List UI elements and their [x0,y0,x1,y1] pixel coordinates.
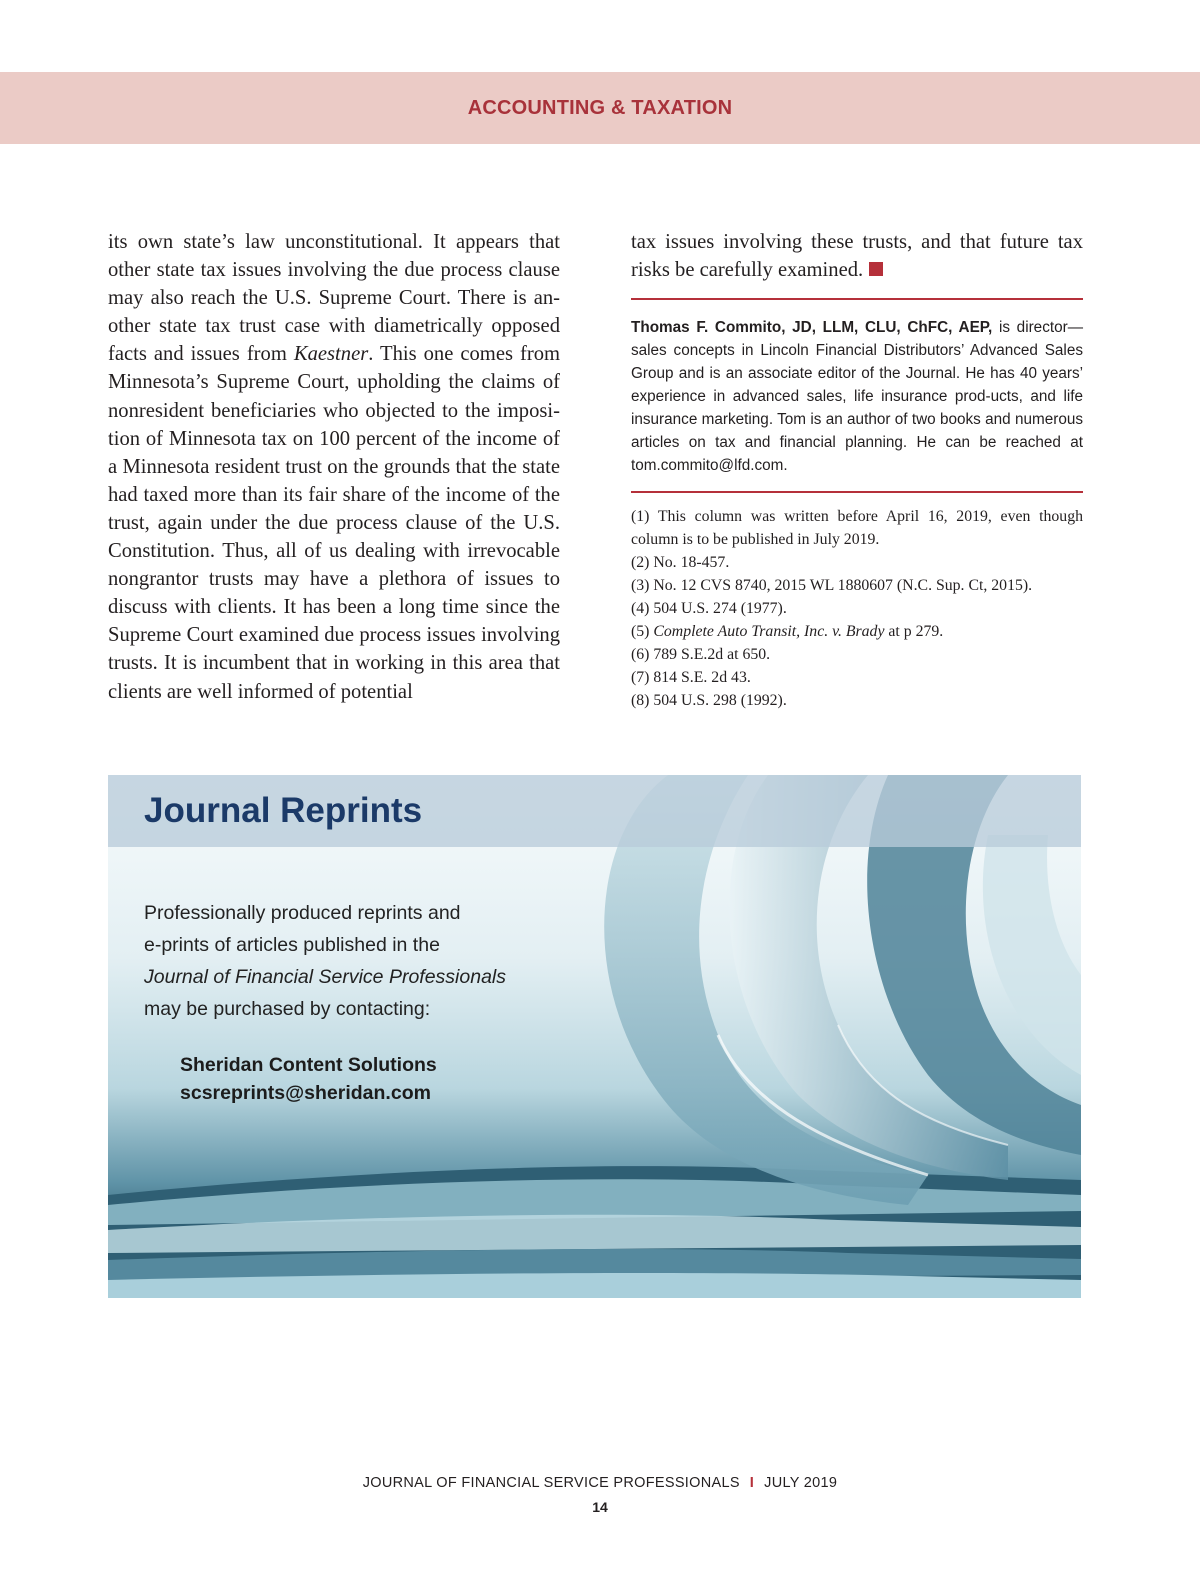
author-bio-text: is director—sales concepts in Lincoln Financial Distributors’ Advanced Sales Group and is an associate editor of the Journal. He has 40 years’ experience in advanced sales, life insurance prod-ucts, and life insurance marketing. Tom is an author of two books and numerous articles on tax and financial planning. He can be reached at tom.commito@lfd.com. [631,319,1083,475]
promo-title: Journal Reprints [144,791,423,830]
endnote: (2) No. 18-457. [631,554,730,572]
article-right-column [631,228,1083,712]
text-line: tax issues involving these trusts, and that future tax [631,231,1083,253]
footer-separator: I [749,1475,755,1491]
text-line: the U.S. Constitution. Thus, all of us dealing with [108,511,560,563]
text-line: of a Minnesota resident trust on the grounds that the [108,427,560,478]
text-line: other state tax issues involving the due process clause [108,259,560,282]
text-line: since the Supreme Court examined due process issues [108,596,560,647]
divider-rule [631,298,1083,300]
text-line: issues to discuss with clients. It has been a long time [108,568,560,619]
text-line: nonresident beneficiaries who objected to the imposi- [108,399,560,422]
endnote: (3) No. 12 CVS 8740, 2015 WL 1880607 (N.C. Sup. Ct, 2015). [631,577,1033,595]
case-name-kaestner: Kaestner [293,343,369,366]
endnote-text: at p 279. [884,623,944,641]
endnotes [631,505,1083,712]
endnote [631,620,1083,643]
endnote: (8) 504 U.S. 298 (1992). [631,692,787,710]
contact-email[interactable]: scsreprints@sheridan.com [180,1082,431,1104]
footer-journal-name: JOURNAL OF FINANCIAL SERVICE PROFESSIONALS [362,1475,740,1491]
text-line: other state tax trust case with diametrically opposed [108,315,560,338]
section-header-band [0,72,1200,144]
text-line: of the trust, again under the due process clause of [108,483,560,534]
text-line: this area that clients are well informed of potential [108,652,560,703]
text-line: state had taxed more than its fair share of the income [108,455,560,506]
endnote-number: (5) [631,623,654,641]
divider-rule [631,491,1083,493]
text-line: risks be carefully examined. [631,259,864,282]
page-number: 14 [592,1499,608,1515]
text-line: may also reach the U.S. Supreme Court. There is an- [108,287,560,310]
endnote: (4) 504 U.S. 274 (1977). [631,600,787,618]
page-footer [0,1475,1200,1491]
author-name: Thomas F. Commito, JD, LLM, CLU, ChFC, AEP, [631,319,993,337]
article-left-column [108,228,560,706]
section-title: ACCOUNTING & TAXATION [467,96,733,119]
journal-reprints-ad [108,775,1081,1298]
promo-line: e-prints of articles published in the [144,934,440,956]
text-line: its own state’s law unconstitutional. It appears that [108,231,560,253]
endnote: (7) 814 S.E. 2d 43. [631,669,751,687]
endnote: (6) 789 S.E.2d at 650. [631,646,771,664]
endnote-case-name: Complete Auto Transit, Inc. v. Brady [653,623,885,641]
endnote: (1) This column was written before April 16, 2019, even though column is to be published in July 2019. [631,508,1083,549]
text-line: facts and issues from [108,343,294,366]
text-line: tion of Minnesota tax on 100 percent of the income [108,427,537,450]
promo-line: Professionally produced reprints and [144,902,461,924]
end-of-article-mark [869,262,883,276]
promo-contact [180,1051,437,1107]
contact-company: Sheridan Content Solutions [180,1054,437,1076]
text-line: involving trusts. It is incumbent that in working in [108,624,561,675]
footer-date: JULY 2019 [764,1475,838,1491]
article-conclusion [631,228,1083,284]
author-bio [631,316,1083,477]
text-line: . This one comes from [368,343,561,366]
text-line: irrevocable nongrantor trusts may have a plethora of [108,540,560,591]
journal-name: Journal of Financial Service Professionals [144,966,507,988]
promo-description [144,897,664,1025]
article-paragraph [108,228,560,706]
text-line: Minnesota’s Supreme Court, upholding the claims of [108,371,560,394]
promo-line: may be purchased by contacting: [144,998,431,1020]
open-book-pages-illustration [108,775,1081,1298]
